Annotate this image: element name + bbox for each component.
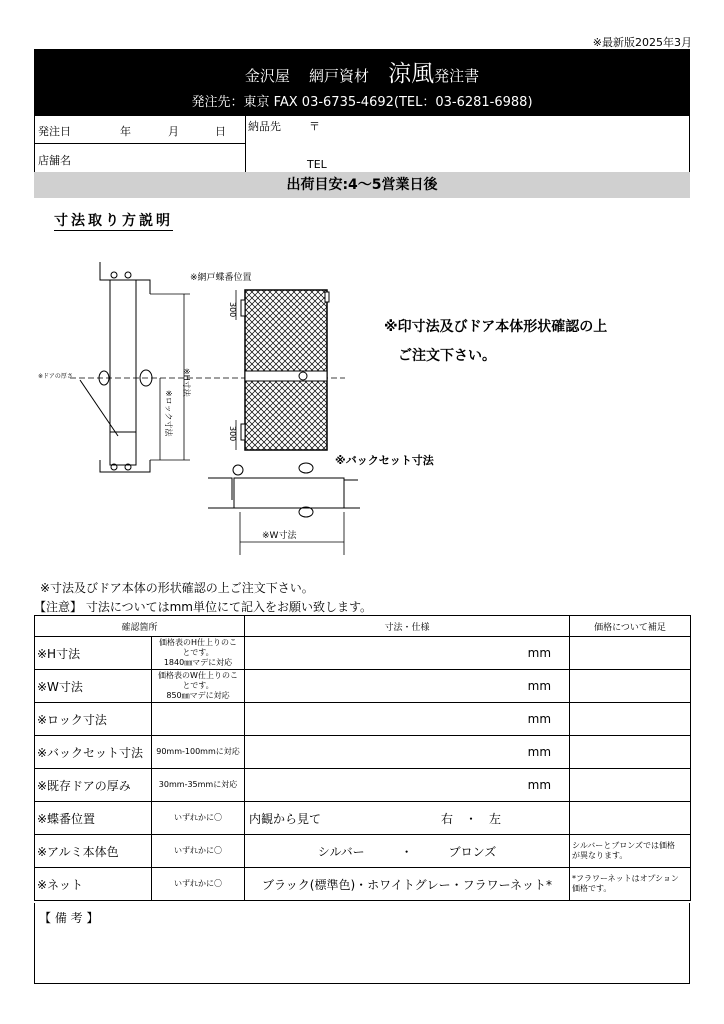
order-info-box [34,115,690,173]
table-row [35,736,691,769]
note-line-2: 【注意】 寸法についてはmm単位にて記入をお願い致します。 [34,600,372,614]
price-note-line: が異なります。 [572,851,628,860]
header-spec: 寸法・仕様 [245,616,570,637]
row-check [152,835,245,868]
row-check-line: 1840㎜マデに対応 [163,658,233,667]
row-spec-field[interactable] [245,670,570,703]
row-item: ※ロック寸法 [35,703,152,736]
table-header-row [35,616,691,637]
row-price-note [570,637,691,670]
price-note-line: *フラワーネットはオプション [572,874,679,883]
row-spec-field[interactable] [245,637,570,670]
row-spec-text [245,646,249,660]
row-spec-field[interactable] [245,835,570,868]
row-item: ※アルミ本体色 [35,835,152,868]
header-check: 確認箇所 [35,616,245,637]
title-banner [34,49,690,115]
dim-300-top: 300 [228,302,237,318]
table-row [35,868,691,901]
mm-unit: mm [527,646,552,660]
spec-table [34,615,691,901]
row-spec-field[interactable] [245,703,570,736]
table-row [35,802,691,835]
row-price-note [570,769,691,802]
row-item: ※蝶番位置 [35,802,152,835]
mm-unit: mm [527,778,552,792]
category-name: 網戸資材 [308,67,369,85]
screen-door-front [236,290,329,450]
side-note-line1: ※印寸法及びドア本体形状確認の上 [384,319,608,335]
row-check [152,736,245,769]
doc-name: 発注書 [434,67,480,85]
remarks-box[interactable] [34,903,690,984]
side-profile [80,262,152,472]
row-price-note [570,736,691,769]
row-price-note [570,802,691,835]
row-spec-field[interactable] [245,802,570,835]
row-spec-text: 内観から見て 右 ・ 左 [249,811,502,826]
plan-view [208,463,360,517]
row-price-note [570,868,691,901]
title-line [34,55,690,88]
row-check-line: とです。 [182,681,214,690]
row-check-line: 850㎜マデに対応 [166,691,230,700]
backset-label: ※バックセット寸法 [335,454,434,467]
row-spec-field[interactable] [245,736,570,769]
note-line-1: ※寸法及びドア本体の形状確認の上ご注文下さい。 [40,581,314,595]
row-price-note [570,670,691,703]
row-spec-text [245,679,249,693]
shipping-estimate: 出荷目安:4〜5営業日後 [34,172,690,198]
row-item: ※既存ドアの厚み [35,769,152,802]
row-spec-field[interactable] [245,769,570,802]
brand-name: 涼風 [388,61,435,87]
h-dim-label: ※H寸法 [182,368,191,397]
shop-name: 金沢屋 [244,67,290,85]
row-check-line: いずれかに〇 [174,846,222,855]
row-check [152,703,245,736]
row-check [152,670,245,703]
postal-mark: 〒 [309,120,320,133]
tel-label: TEL [307,158,327,171]
row-item: ※H寸法 [35,637,152,670]
row-check-line: 価格表のW仕上りのこ [158,671,238,680]
day-label: 日 [215,125,226,138]
row-spec-text: シルバー ・ ブロンズ [317,844,497,859]
row-item: ※ネット [35,868,152,901]
store-name-label: 店舗名 [38,154,71,167]
row-price-note [570,835,691,868]
header-price-note: 価格について補足 [570,616,691,637]
row-check-line: 90mm-100mmに対応 [156,747,240,756]
row-check [152,769,245,802]
row-check-line: いずれかに〇 [174,879,222,888]
price-note-line: シルバーとブロンズでは価格 [572,841,676,850]
order-destination: 発注先：東京 FAX 03-6735-4692(TEL：03-6281-6988) [191,95,533,110]
measurement-diagram [0,250,724,570]
row-check [152,868,245,901]
row-spec-text [245,712,249,726]
mm-unit: mm [527,712,552,726]
dim-300-bottom: 300 [228,426,237,442]
table-row [35,703,691,736]
howto-title: 寸法取り方説明 [54,210,173,231]
remarks-label: 【 備 考 】 [39,911,99,925]
row-check [152,637,245,670]
mm-unit: mm [527,745,552,759]
row-check-line: 30mm-35mmに対応 [158,780,238,789]
row-price-note [570,703,691,736]
edition-note: ※最新版2025年3月 [592,36,692,49]
hinge-position-label: ※網戸蝶番位置 [190,273,252,283]
row-item: ※W寸法 [35,670,152,703]
lock-dim-label: ※ロック寸法 [164,390,173,437]
mm-unit: mm [527,679,552,693]
table-row [35,637,691,670]
row-item: ※バックセット寸法 [35,736,152,769]
row-spec-text [245,778,249,792]
door-thickness-label: ※ドアの厚さ [38,373,73,380]
row-spec-text: ブラック(標準色)・ホワイトグレー・フラワーネット* [262,877,552,892]
side-note-line2: ご注文下さい。 [398,348,496,364]
w-dim-label: ※W寸法 [262,531,297,541]
table-row [35,835,691,868]
row-check-line: いずれかに〇 [174,813,222,822]
row-check-line: とです。 [182,648,214,657]
month-label: 月 [168,125,179,138]
table-row [35,769,691,802]
price-note-line: 価格です。 [572,884,612,893]
year-label: 年 [120,125,131,138]
row-check-line: 価格表のH仕上りのこ [159,638,238,647]
order-date-label: 発注日 [38,125,71,138]
row-spec-field[interactable] [245,868,570,901]
table-row [35,670,691,703]
row-spec-text [245,745,249,759]
row-check [152,802,245,835]
delivery-label: 納品先 [248,120,281,133]
